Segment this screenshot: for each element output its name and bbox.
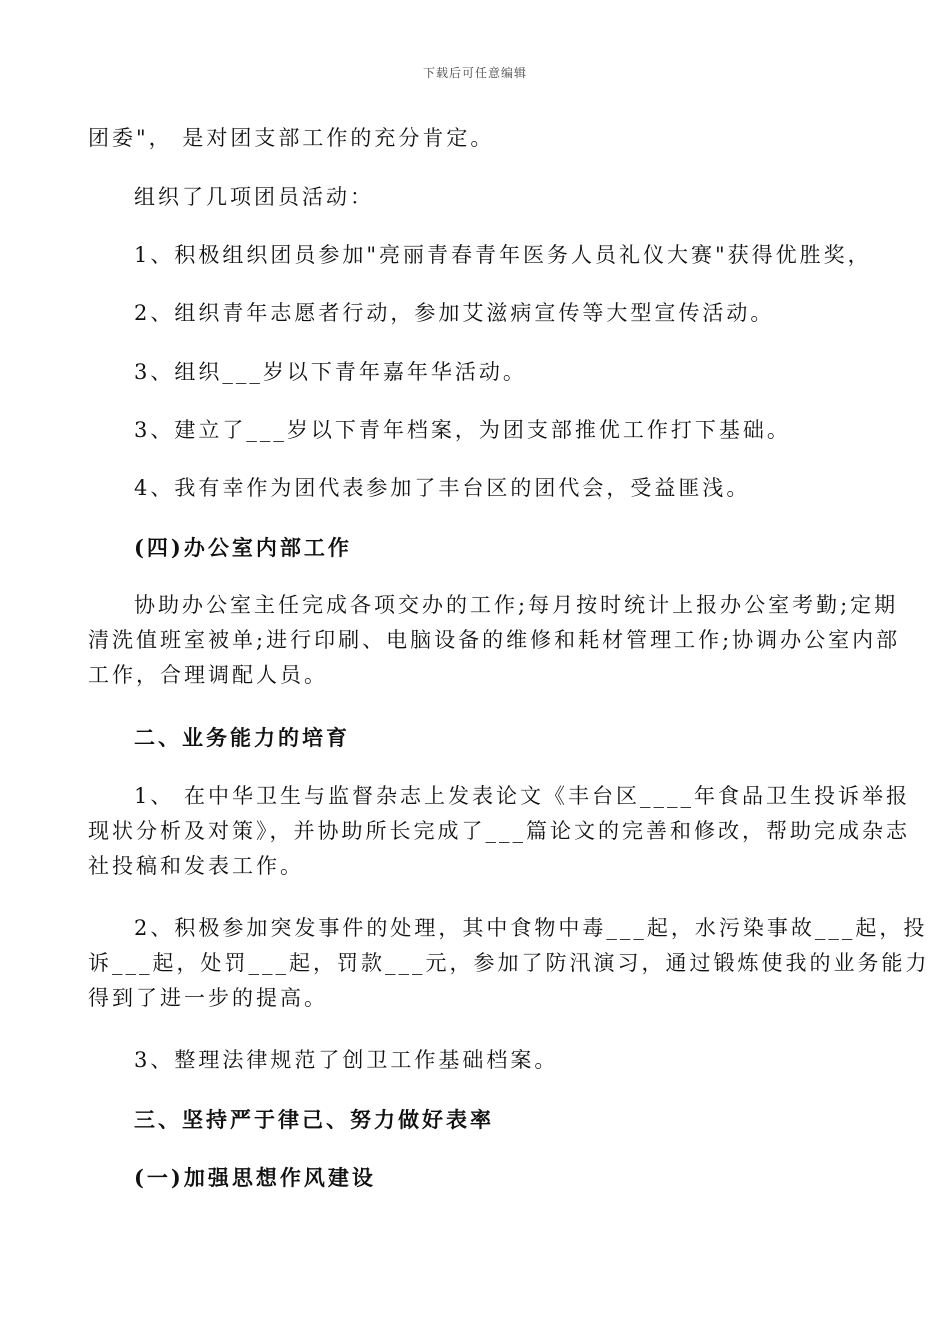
list-item: 3、建立了___岁以下青年档案，为团支部推优工作打下基础。 bbox=[134, 418, 791, 442]
paragraph: 3、整理法律规范了创卫工作基础档案。 bbox=[134, 1048, 559, 1072]
paragraph-line: 诉___起，处罚___起，罚款___元，参加了防汛演习，通过锻炼使我的业务能力 bbox=[88, 951, 930, 975]
paragraph-line: 清洗值班室被单;进行印刷、电脑设备的维修和耗材管理工作;协调办公室内部 bbox=[88, 628, 901, 652]
paragraph-line: 2、积极参加突发事件的处理，其中食物中毒___起，水污染事故___起，投 bbox=[134, 916, 928, 940]
paragraph-line: 得到了进一步的提高。 bbox=[88, 986, 328, 1010]
paragraph-line: 工作，合理调配人员。 bbox=[88, 663, 328, 687]
paragraph bbox=[88, 911, 930, 1016]
section-heading: (四)办公室内部工作 bbox=[134, 535, 352, 560]
paragraph-line: 协助办公室主任完成各项交办的工作;每月按时统计上报办公室考勤;定期 bbox=[134, 593, 899, 617]
paragraph: 组织了几项团员活动： bbox=[134, 185, 374, 209]
paragraph: 团委"， 是对团支部工作的充分肯定。 bbox=[88, 126, 495, 150]
subsection-heading: (一)加强思想作风建设 bbox=[134, 1165, 376, 1190]
list-item: 4、我有幸作为团代表参加了丰台区的团代会，受益匪浅。 bbox=[134, 476, 751, 500]
list-item: 3、组织___岁以下青年嘉年华活动。 bbox=[134, 360, 527, 384]
list-item: 1、积极组织团员参加"亮丽青春青年医务人员礼仪大赛"获得优胜奖， bbox=[134, 243, 872, 267]
paragraph-line: 社投稿和发表工作。 bbox=[88, 854, 304, 878]
paragraph bbox=[88, 779, 911, 884]
paragraph-line: 现状分析及对策》，并协助所长完成了___篇论文的完善和修改，帮助完成杂志 bbox=[88, 819, 910, 843]
page-header: 下载后可任意编辑 bbox=[422, 66, 527, 80]
section-heading: 二、业务能力的培育 bbox=[134, 725, 350, 750]
paragraph bbox=[88, 588, 901, 693]
paragraph-line: 1、 在中华卫生与监督杂志上发表论文《丰台区____年食品卫生投诉举报 bbox=[134, 784, 911, 808]
list-item: 2、组织青年志愿者行动，参加艾滋病宣传等大型宣传活动。 bbox=[134, 301, 775, 325]
section-heading: 三、坚持严于律己、努力做好表率 bbox=[134, 1107, 494, 1132]
